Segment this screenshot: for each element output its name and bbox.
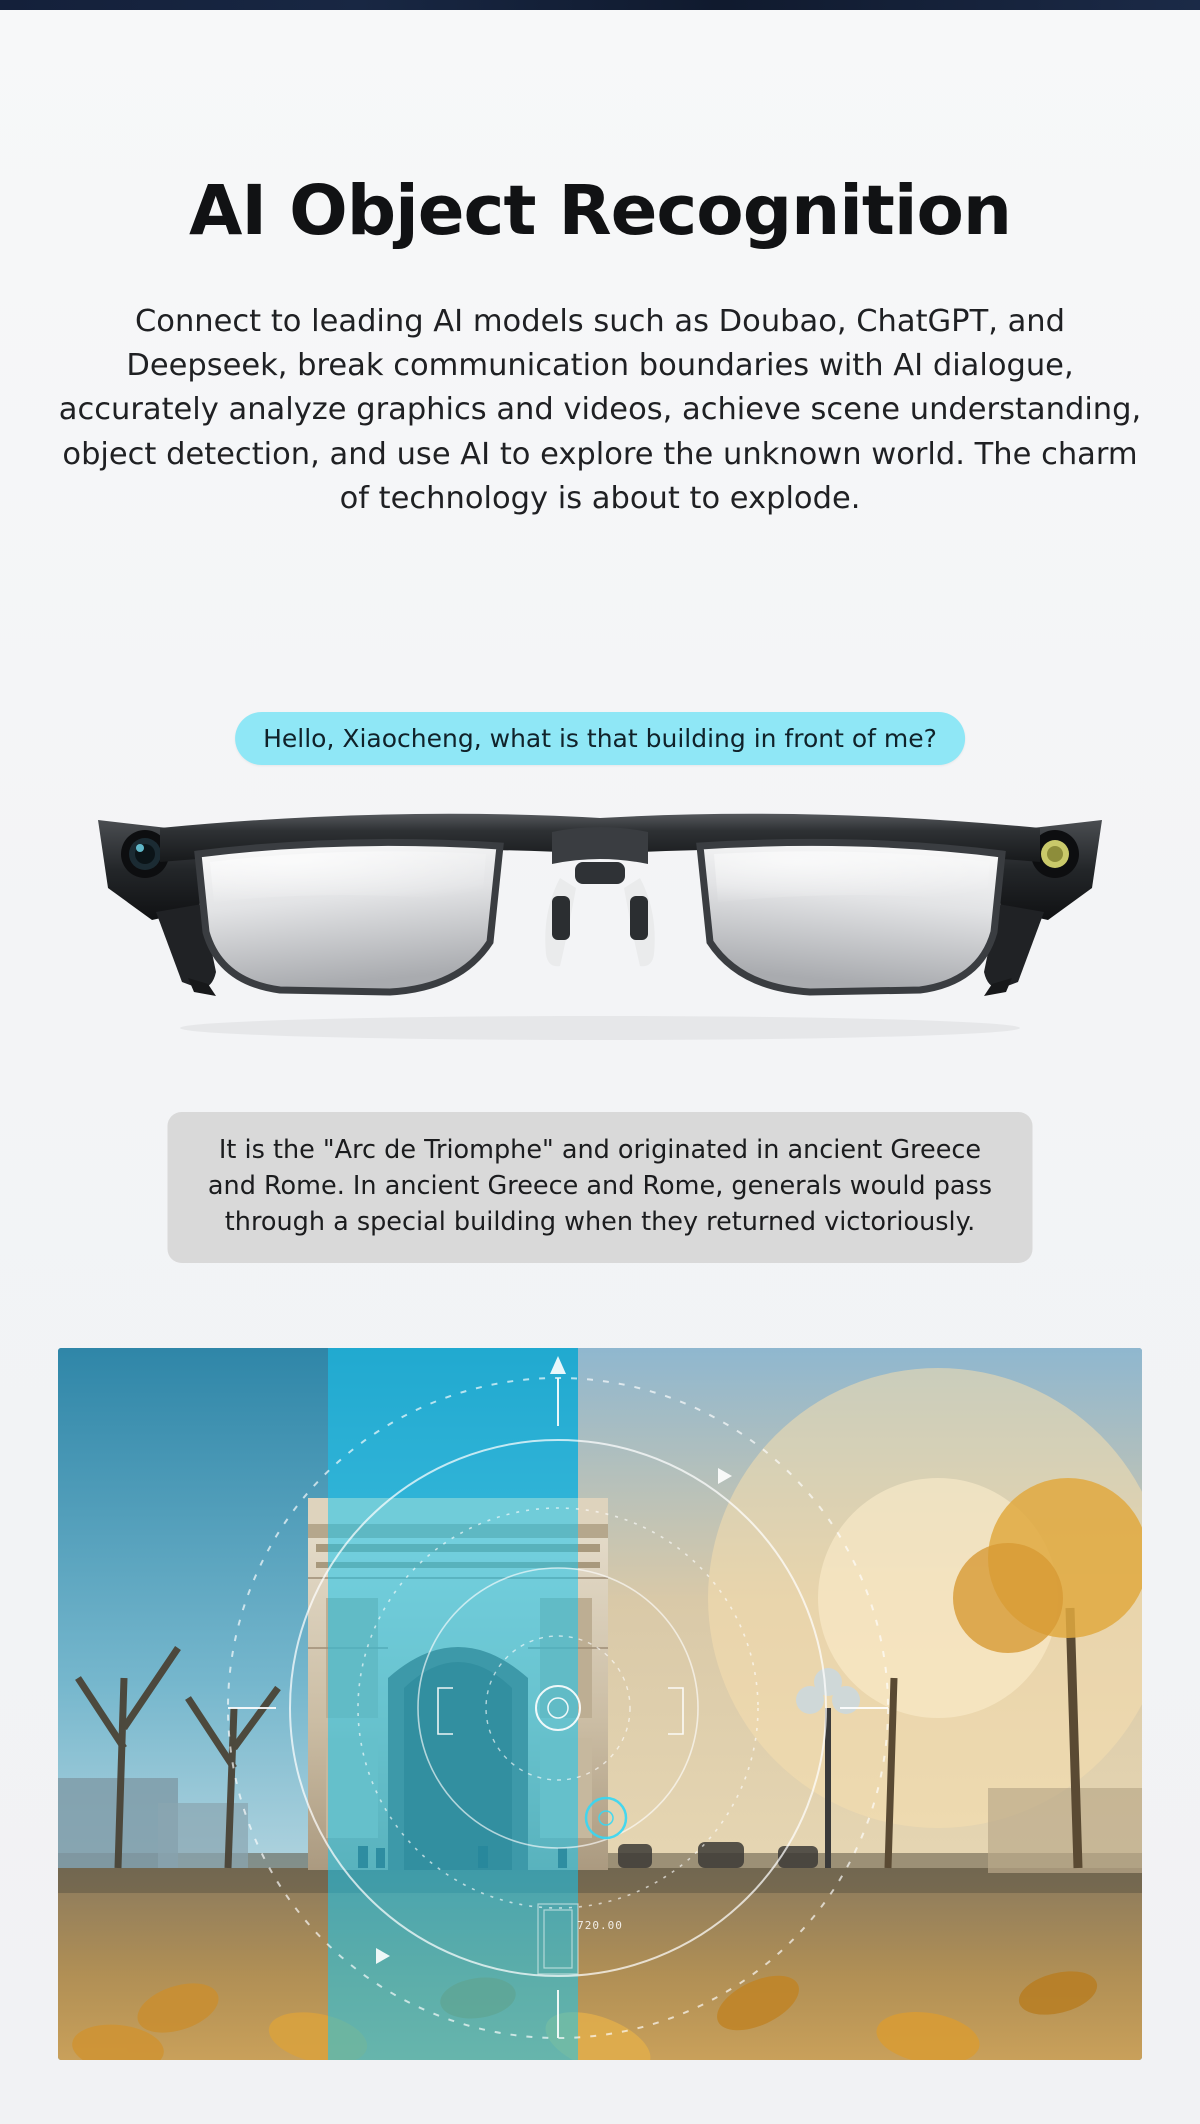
ai-chat-bubble: It is the "Arc de Triomphe" and originated in ancient Greece and Rome. In ancient Greece and Rome, generals would pass through a special building when they returned victoriously. [168,1112,1033,1263]
ar-scene-image [58,1348,1142,2060]
page-title: AI Object Recognition [188,171,1012,251]
smart-glasses-image [90,792,1110,1062]
page-description: Connect to leading AI models such as Doubao, ChatGPT, and Deepseek, break communication boundaries with AI dialogue, accurately analyze graphics and videos, achieve scene understanding, object detection, and use AI to explore the unknown world. The charm of technology is about to explode. [58,304,1142,516]
scene-caption: 720.00 [577,1919,623,1932]
user-chat-bubble: Hello, Xiaocheng, what is that building in front of me? [235,712,965,765]
top-decorative-strip [0,0,1200,10]
